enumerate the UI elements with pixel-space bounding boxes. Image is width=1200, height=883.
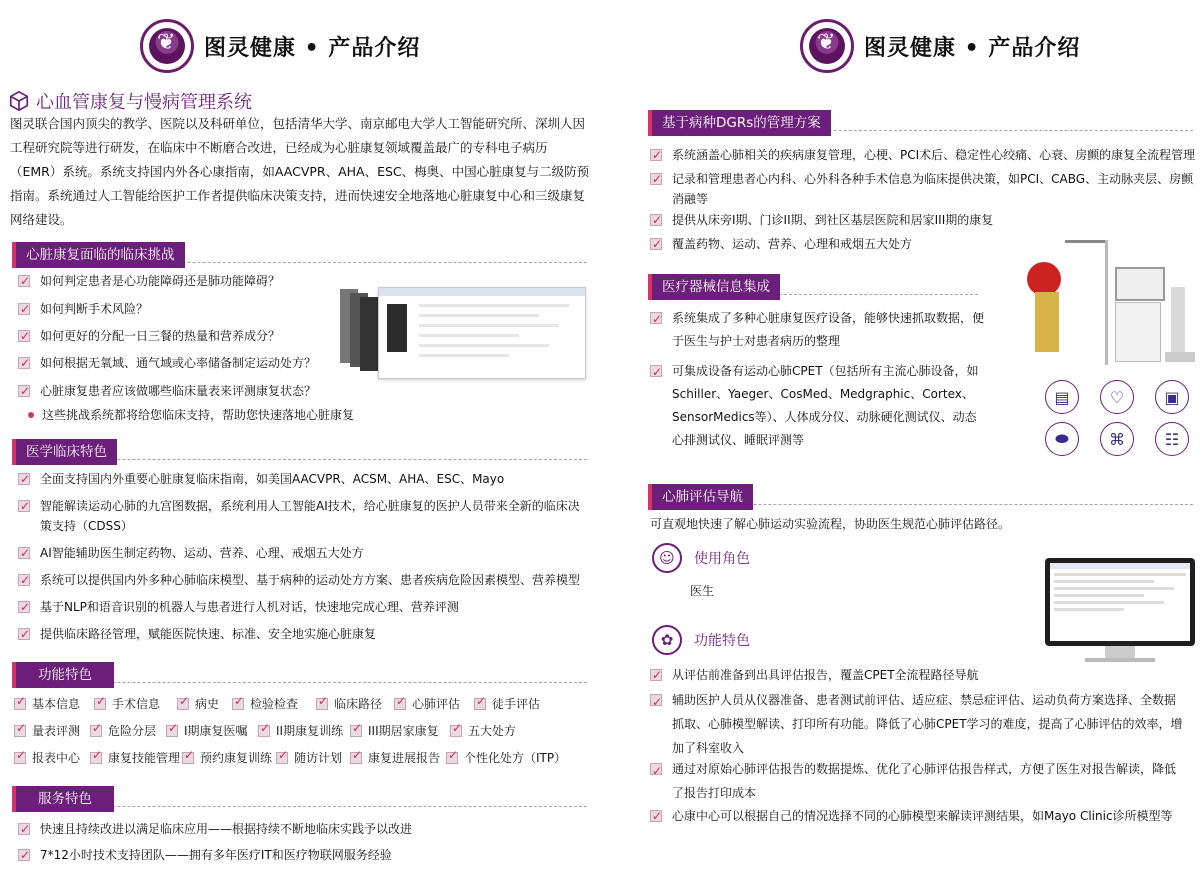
list-item	[650, 688, 1183, 760]
check-icon	[18, 473, 30, 485]
system-title: 心血管康复与慢病管理系统	[36, 92, 252, 113]
func-title: 功能特色	[694, 633, 750, 649]
section-title: 医学临床特色	[12, 439, 117, 465]
bullet-dot-icon	[28, 412, 34, 418]
check-icon	[350, 725, 362, 737]
check-icon	[94, 698, 106, 710]
feature-label: 临床路径	[334, 697, 383, 711]
feature-tag	[350, 722, 439, 739]
dna-icon: ⌘	[1100, 422, 1134, 456]
check-icon	[14, 725, 26, 737]
check-icon	[394, 698, 406, 710]
list-item	[650, 210, 993, 230]
dgrs-section-header	[648, 109, 1193, 137]
item-line: 消融等	[672, 192, 709, 206]
item-line: 智能解读运动心肺的九宫图数据，系统利用人工智能AI技术，给心脏康复的医护人员带来全新的临床决	[40, 499, 580, 513]
check-icon	[474, 698, 486, 710]
check-icon	[232, 698, 244, 710]
cube-icon	[8, 90, 30, 112]
item-text: 如何判断手术风险？	[40, 302, 149, 316]
feature-label: 康复进展报告	[368, 751, 441, 765]
list-item	[650, 234, 912, 254]
check-icon	[18, 601, 30, 613]
role-title: 使用角色	[694, 551, 750, 567]
pill-icon: ⬬	[1045, 422, 1079, 456]
feature-label: 康复技能管理	[108, 751, 181, 765]
user-icon: ☺	[652, 543, 682, 573]
check-icon	[177, 698, 189, 710]
item-text: 如何更好的分配一日三餐的热量和营养成分？	[40, 329, 281, 343]
feature-label: 心肺评估	[412, 697, 461, 711]
feature-label: 五大处方	[468, 724, 517, 738]
heart-icon: ♡	[1100, 380, 1134, 414]
feature-tag	[316, 695, 382, 712]
feature-label: 量表评测	[32, 724, 81, 738]
check-icon	[18, 849, 30, 861]
section-title: 功能特色	[12, 662, 114, 688]
feature-tag	[232, 695, 298, 712]
challenge-note	[28, 405, 354, 425]
item-line: 策支持（CDSS）	[40, 519, 133, 533]
cpet-software-monitor-image	[1045, 558, 1195, 666]
check-icon	[18, 357, 30, 369]
list-item	[18, 624, 376, 644]
item-text: 提供临床路径管理，赋能医院快速、标准、安全地实施心脏康复	[40, 627, 377, 641]
item-line: 加了科室收入	[672, 741, 745, 755]
item-text: 覆盖药物、运动、营养、心理和戒烟五大处方	[672, 237, 913, 251]
check-icon	[18, 275, 30, 287]
item-line: SensorMedics等）、人体成分仪、动脉硬化测试仪、动态	[672, 410, 977, 424]
ecg-report-icon: ▤	[1045, 380, 1079, 414]
feature-tag	[14, 749, 80, 766]
intro-line: 指南。系统通过人工智能给医护工作者提供临床决策支持，进而快速安全地落地心脏康复中心和三级康复	[10, 188, 586, 203]
role-value: 医生	[690, 584, 715, 598]
item-text	[672, 307, 984, 353]
item-text: 7*12小时技术支持团队——拥有多年医疗IT和医疗物联网服务经验	[40, 848, 392, 862]
check-icon	[18, 385, 30, 397]
item-text: AI智能辅助医生制定药物、运动、营养、心理、戒烟五大处方	[40, 546, 364, 560]
check-icon	[166, 725, 178, 737]
right-header	[800, 16, 1080, 76]
feature-tag	[450, 722, 516, 739]
devices-section-header	[648, 273, 978, 301]
item-text: 从评估前准备到出具评估报告，覆盖CPET全流程路径导航	[672, 668, 979, 682]
item-text: 心脏康复患者应该做哪些临床量表来评测康复状态？	[40, 384, 317, 398]
feature-tag	[166, 722, 248, 739]
note-text: 这些挑战系统都将给您临床支持，帮助您快速落地心脏康复	[42, 408, 355, 422]
check-icon	[258, 725, 270, 737]
item-text	[672, 688, 1183, 760]
feature-label: 检验检查	[250, 697, 299, 711]
check-icon	[18, 303, 30, 315]
check-icon	[446, 752, 458, 764]
clipboard-icon: ☷	[1155, 422, 1189, 456]
feature-label: 病史	[195, 697, 220, 711]
medical-section-header	[12, 438, 587, 466]
list-item	[18, 597, 459, 617]
list-item	[18, 469, 504, 489]
item-text: 如何根据无氧域、通气域或心率储备制定运动处方？	[40, 356, 317, 370]
feature-tag	[182, 749, 272, 766]
feature-label: 随访计划	[294, 751, 343, 765]
item-text: 提供从床旁I期、门诊II期、到社区基层医院和居家III期的康复	[672, 213, 994, 227]
nav-section-header	[648, 483, 1193, 511]
item-text: 全面支持国内外重要心脏康复临床指南，如美国AACVPR、ACSM、AHA、ESC、Mayo	[40, 472, 505, 486]
list-item	[18, 543, 364, 563]
item-line: 可集成设备有运动心肺CPET（包括所有主流心肺设备，如	[672, 364, 979, 378]
check-icon	[316, 698, 328, 710]
feature-label: 徒手评估	[492, 697, 541, 711]
check-icon	[90, 752, 102, 764]
item-line: 了报告打印成本	[672, 786, 757, 800]
check-icon	[650, 312, 662, 324]
list-item	[650, 806, 1173, 826]
list-item	[650, 360, 979, 452]
brand-title: 图灵健康 • 产品介绍	[864, 35, 1081, 61]
section-title: 服务特色	[12, 786, 114, 812]
check-icon	[18, 628, 30, 640]
right-page	[600, 0, 1200, 883]
feature-label: 手术信息	[112, 697, 161, 711]
section-title: 基于病种DGRs的管理方案	[648, 110, 831, 136]
intro-line: 网络建设。	[10, 212, 73, 227]
list-item	[18, 326, 280, 346]
check-icon	[650, 214, 662, 226]
item-text: 如何判定患者是心功能障碍还是肺功能障碍？	[40, 274, 281, 288]
item-line: Schiller、Yaeger、CosMed、Medgraphic、Cortex、	[672, 387, 974, 401]
item-text: 快速且持续改进以满足临床应用——根据持续不断地临床实践予以改进	[40, 822, 413, 836]
item-text: 基于NLP和语音识别的机器人与患者进行人机对话，快速地完成心理、营养评测	[40, 600, 459, 614]
challenges-section-header	[12, 241, 587, 269]
list-item	[18, 381, 316, 401]
features-section-header	[12, 661, 587, 689]
item-line: 抓取、心肺模型解读、打印所有功能。降低了心肺CPET学习的难度，提高了心肺评估的效率，增	[672, 717, 1183, 731]
brand-title: 图灵健康 • 产品介绍	[204, 35, 421, 61]
list-item	[18, 299, 148, 319]
check-icon	[650, 238, 662, 250]
check-icon	[350, 752, 362, 764]
feature-tag	[258, 722, 343, 739]
list-item	[18, 271, 280, 291]
section-title: 心肺评估导航	[648, 484, 753, 510]
item-line: 通过对原始心肺评估报告的数据提炼、优化了心肺评估报告样式，方便了医生对报告解读，降低	[672, 762, 1177, 776]
check-icon	[90, 725, 102, 737]
feature-label: I期康复医嘱	[184, 724, 248, 738]
check-icon	[18, 574, 30, 586]
feature-tag	[14, 695, 80, 712]
gear-icon: ✿	[652, 625, 682, 655]
item-text	[40, 496, 580, 536]
check-icon	[18, 500, 30, 512]
feature-tag	[350, 749, 440, 766]
intro-line: （EMR）系统。系统支持国内外各心康指南，如AACVPR、AHA、ESC、梅奥、中国心脏康复与二级防预	[10, 164, 590, 179]
check-icon	[276, 752, 288, 764]
feature-label: 报表中心	[32, 751, 81, 765]
list-item	[18, 570, 580, 590]
feature-tag	[474, 695, 540, 712]
check-icon	[450, 725, 462, 737]
left-header	[140, 16, 420, 76]
func-heading	[652, 625, 750, 655]
feature-tag	[394, 695, 460, 712]
item-line: 辅助医护人员从仪器准备、患者测试前评估、适应症、禁忌症评估、运动负荷方案选择、全数据	[672, 693, 1177, 707]
feature-label: 危险分层	[108, 724, 157, 738]
check-icon	[650, 810, 662, 822]
item-text	[672, 360, 979, 452]
feature-tag	[446, 749, 566, 766]
section-title: 医疗器械信息集成	[648, 274, 780, 300]
list-item	[18, 496, 580, 536]
list-item	[650, 169, 1193, 209]
list-item	[650, 307, 984, 353]
check-icon	[650, 173, 662, 185]
list-item	[18, 353, 316, 373]
feature-label: III期居家康复	[368, 724, 439, 738]
item-text: 心康中心可以根据自己的情况选择不同的心肺模型来解读评测结果，如Mayo Clinic诊所模型等	[672, 809, 1173, 823]
brand-logo	[800, 19, 854, 73]
intro-line: 工程研究院等进行研发，在临床中不断磨合改进，已经成为心脏康复领域覆盖最广的专科电子病历	[10, 140, 548, 155]
feature-label: 个性化处方（ITP）	[464, 751, 567, 765]
check-icon	[18, 823, 30, 835]
feature-label: 基本信息	[32, 697, 81, 711]
item-text: 系统可以提供国内外多种心肺临床模型、基于病种的运动处方方案、患者疾病危险因素模型、营养模型	[40, 573, 581, 587]
check-icon	[14, 698, 26, 710]
feature-tag	[276, 749, 342, 766]
check-icon	[18, 547, 30, 559]
intro-paragraph	[10, 112, 589, 232]
item-line: 心排测试仪、睡眠评测等	[672, 433, 805, 447]
item-line: 记录和管理患者心内科、心外科各种手术信息为临床提供决策，如PCI、CABG、主动脉夹层、房颤	[672, 172, 1194, 186]
check-icon	[14, 752, 26, 764]
monitor-icon: ▣	[1155, 380, 1189, 414]
feature-label: 预约康复训练	[200, 751, 273, 765]
section-title: 心脏康复面临的临床挑战	[12, 242, 185, 268]
check-icon	[18, 330, 30, 342]
list-item	[18, 819, 412, 839]
feature-tag	[177, 695, 219, 712]
medical-devices-image	[1025, 232, 1195, 372]
check-icon	[650, 149, 662, 161]
feature-tag	[90, 722, 156, 739]
feature-tag	[90, 749, 180, 766]
feature-tag	[14, 722, 80, 739]
service-section-header	[12, 785, 587, 813]
check-icon	[650, 694, 662, 706]
role-heading	[652, 543, 750, 573]
system-title-row	[8, 88, 252, 114]
feature-tag	[94, 695, 160, 712]
item-line: 于医生与护士对患者病历的整理	[672, 334, 841, 348]
software-screenshot-image	[340, 285, 590, 385]
list-item	[18, 845, 392, 865]
item-text	[672, 757, 1176, 805]
list-item	[650, 145, 1195, 165]
feature-label: II期康复训练	[276, 724, 344, 738]
check-icon	[650, 669, 662, 681]
item-line: 系统集成了多种心脏康复医疗设备，能够快速抓取数据，便	[672, 311, 985, 325]
intro-line: 图灵联合国内顶尖的教学、医院以及科研单位，包括清华大学、南京邮电大学人工智能研究所、深圳人因	[10, 116, 586, 131]
list-item	[650, 757, 1176, 805]
item-text	[672, 169, 1193, 209]
check-icon	[650, 365, 662, 377]
check-icon	[182, 752, 194, 764]
list-item	[650, 665, 979, 685]
check-icon	[650, 763, 662, 775]
brand-logo	[140, 19, 194, 73]
nav-description: 可直观地快速了解心肺运动实验流程，协助医生规范心肺评估路径。	[650, 517, 1011, 531]
item-text: 系统涵盖心肺相关的疾病康复管理，心梗、PCI术后、稳定性心绞痛、心衰、房颤的康复全流程管理	[672, 148, 1196, 162]
